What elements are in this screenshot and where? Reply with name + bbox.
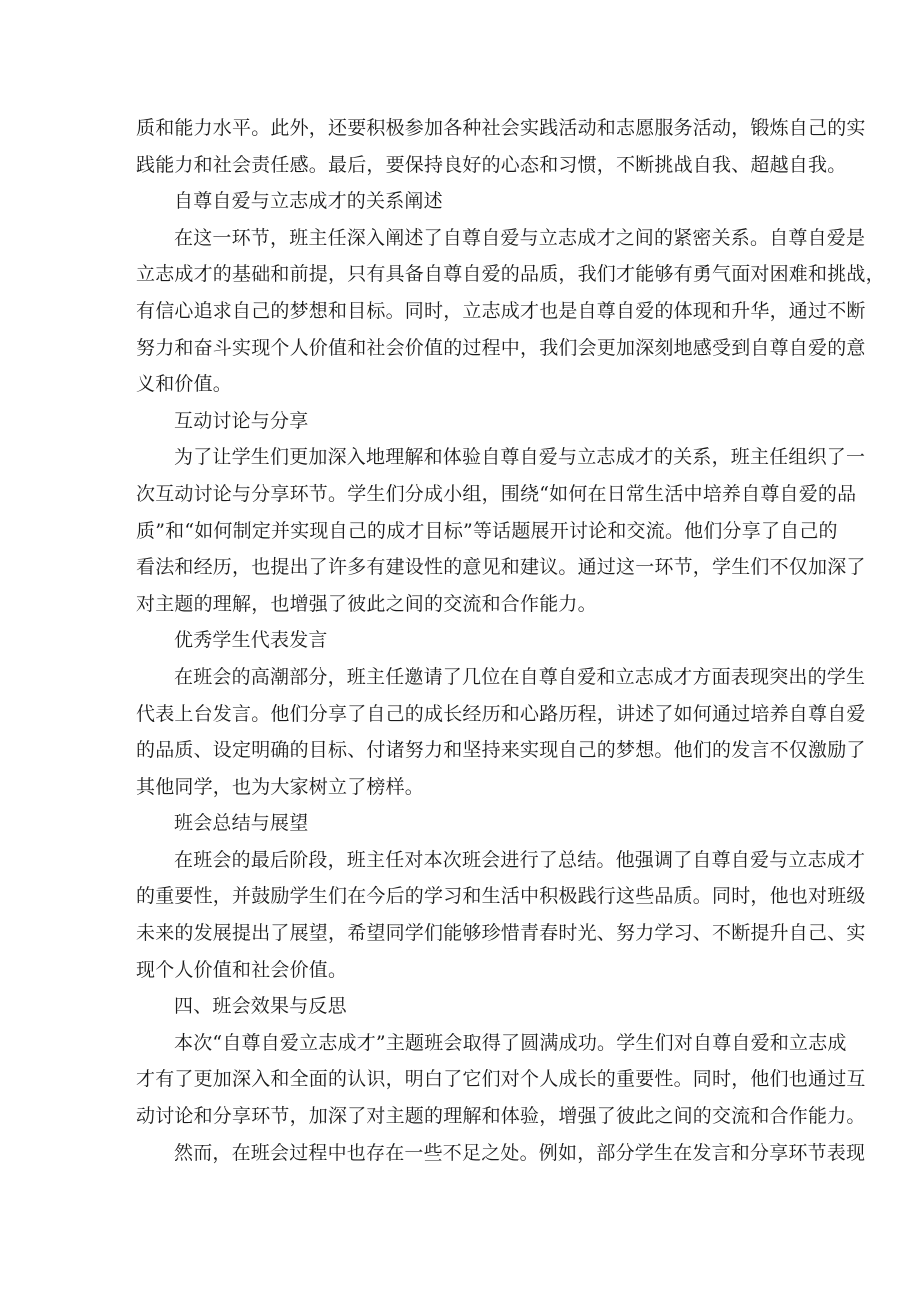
section-heading: 四、班会效果与反思 <box>174 995 347 1018</box>
text-line: 次互动讨论与分享环节。学生们分成小组，围绕“如何在日常生活中培养自尊自爱的品 <box>136 482 857 505</box>
text-line: 践能力和社会责任感。最后，要保持良好的心态和习惯，不断挑战自我、超越自我。 <box>136 153 847 176</box>
text-line: 质”和“如何制定并实现自己的成才目标”等话题展开讨论和交流。他们分享了自己的 <box>136 519 838 542</box>
section-heading: 优秀学生代表发言 <box>174 629 328 652</box>
paragraph-first-line: 然而，在班会过程中也存在一些不足之处。例如，部分学生在发言和分享环节表现 <box>174 1141 866 1164</box>
text-line: 才有了更加深入和全面的认识，明白了它们对个人成长的重要性。同时，他们也通过互 <box>136 1068 866 1091</box>
document-page <box>136 110 885 1171</box>
paragraph-first-line: 为了让学生们更加深入地理解和体验自尊自爱与立志成才的关系，班主任组织了一 <box>174 446 866 469</box>
paragraph-first-line: 在这一环节，班主任深入阐述了自尊自爱与立志成才之间的紧密关系。自尊自爱是 <box>174 226 866 249</box>
paragraph-first-line: 本次“自尊自爱立志成才”主题班会取得了圆满成功。学生们对自尊自爱和立志成 <box>174 1031 847 1054</box>
section-heading: 自尊自爱与立志成才的关系阐述 <box>174 190 443 213</box>
text-line: 质和能力水平。此外，还要积极参加各种社会实践活动和志愿服务活动，锻炼自己的实 <box>136 117 866 139</box>
paragraph-first-line: 在班会的高潮部分，班主任邀请了几位在自尊自爱和立志成才方面表现突出的学生 <box>174 665 866 688</box>
text-line: 努力和奋斗实现个人价值和社会价值的过程中，我们会更加深刻地感受到自尊自爱的意 <box>136 336 866 359</box>
text-line: 代表上台发言。他们分享了自己的成长经历和心路历程，讲述了如何通过培养自尊自爱 <box>136 702 866 725</box>
text-line: 的品质、设定明确的目标、付诸努力和坚持来实现自己的梦想。他们的发言不仅激励了 <box>136 739 866 762</box>
text-line: 对主题的理解，也增强了彼此之间的交流和合作能力。 <box>136 592 597 615</box>
text-line: 的重要性，并鼓励学生们在今后的学习和生活中积极践行这些品质。同时，他也对班级 <box>136 885 866 908</box>
text-line: 未来的发展提出了展望，希望同学们能够珍惜青春时光、努力学习、不断提升自己、实 <box>136 922 866 945</box>
text-line: 其他同学，也为大家树立了榜样。 <box>136 775 425 798</box>
section-heading: 班会总结与展望 <box>174 812 309 835</box>
text-line: 有信心追求自己的梦想和目标。同时，立志成才也是自尊自爱的体现和升华，通过不断 <box>136 299 866 322</box>
section-heading: 互动讨论与分享 <box>174 409 309 432</box>
paragraph-first-line: 在班会的最后阶段，班主任对本次班会进行了总结。他强调了自尊自爱与立志成才 <box>174 848 866 871</box>
text-line: 动讨论和分享环节，加深了对主题的理解和体验，增强了彼此之间的交流和合作能力。 <box>136 1105 866 1128</box>
text-line: 看法和经历，也提出了许多有建设性的意见和建议。通过这一环节，学生们不仅加深了 <box>136 556 866 579</box>
text-line: 现个人价值和社会价值。 <box>136 958 348 981</box>
text-line: 立志成才的基础和前提，只有具备自尊自爱的品质，我们才能够有勇气面对困难和挑战， <box>136 263 885 286</box>
text-line: 义和价值。 <box>136 373 233 396</box>
